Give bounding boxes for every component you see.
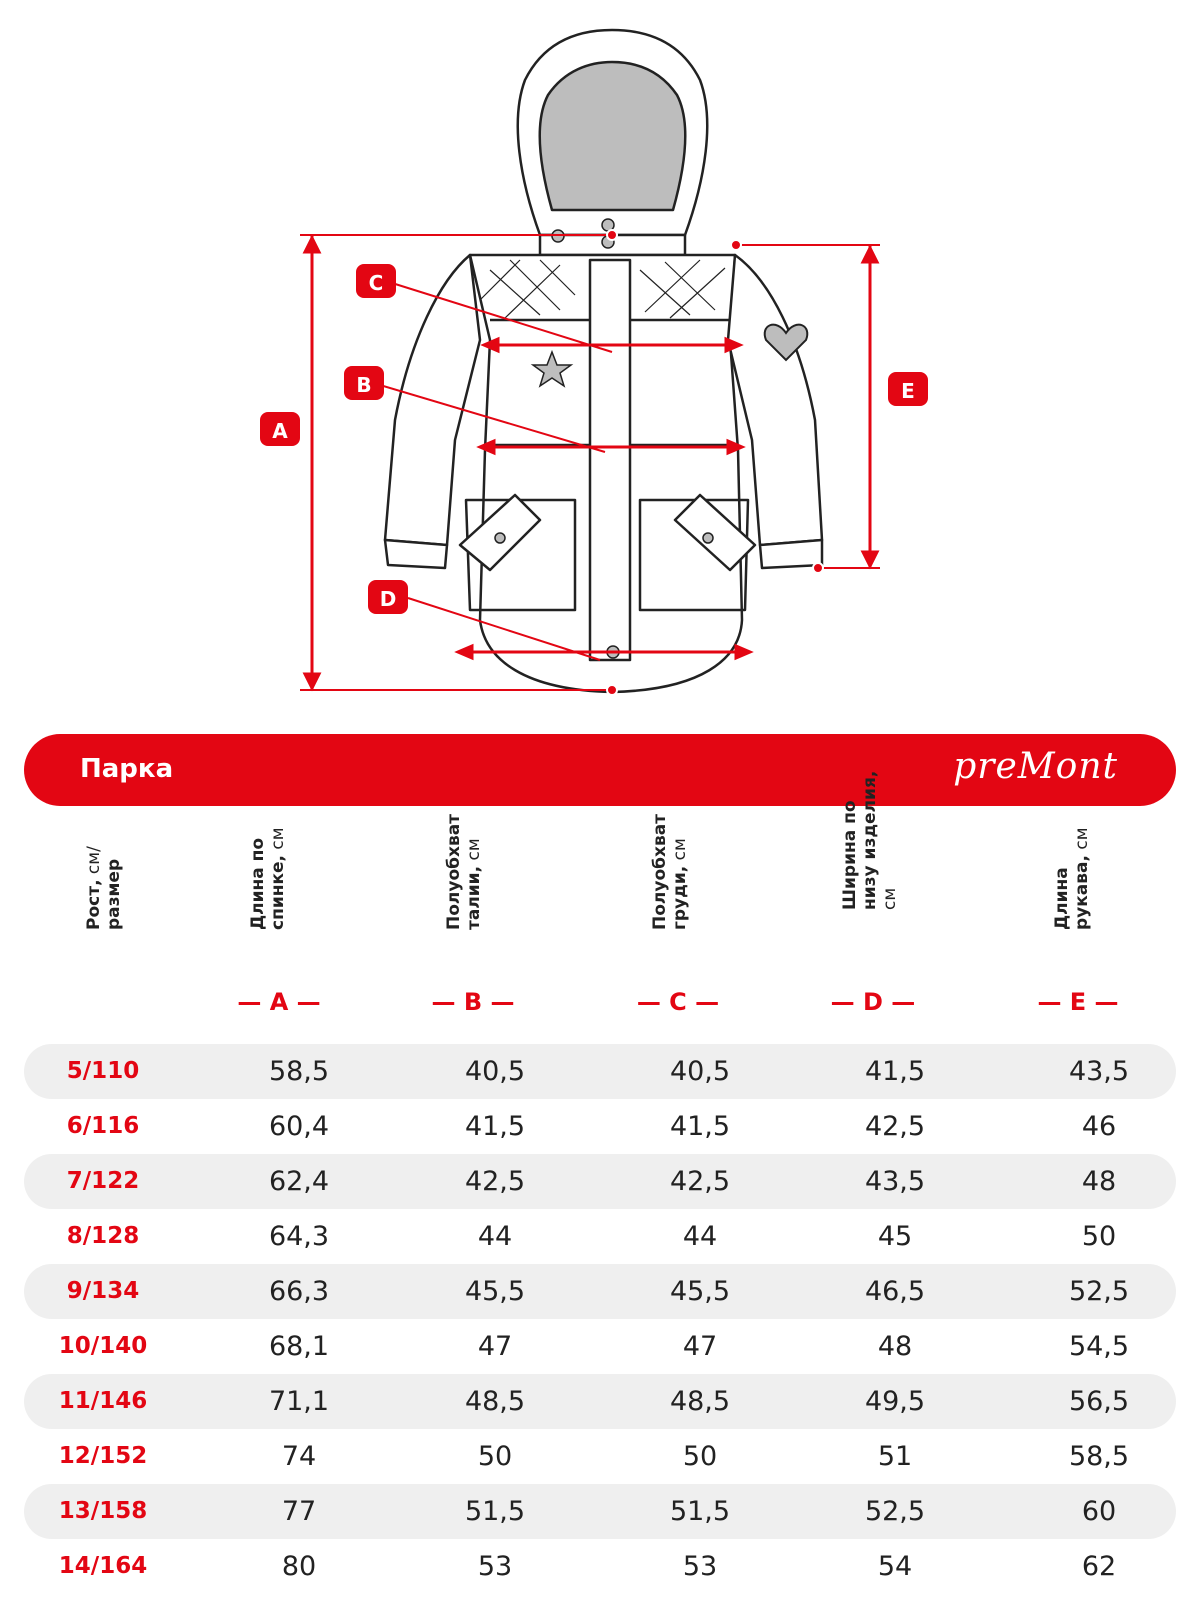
size-cell: 7/122: [66, 1168, 140, 1194]
table-row: [24, 1484, 1176, 1539]
column-header-waist: Полуобхват талии, см: [444, 813, 484, 930]
table-row: [24, 1319, 1176, 1374]
value-cell-b: 40,5: [464, 1056, 526, 1087]
value-cell-e: 46: [1081, 1111, 1117, 1142]
value-cell-e: 62: [1081, 1551, 1117, 1582]
value-cell-a: 77: [281, 1496, 317, 1527]
parka-diagram: [0, 0, 1200, 710]
value-cell-e: 60: [1081, 1496, 1117, 1527]
value-cell-c: 42,5: [669, 1166, 731, 1197]
badge-e-label: E: [901, 379, 915, 403]
value-cell-e: 56,5: [1068, 1386, 1130, 1417]
table-header: [0, 770, 1200, 970]
table-row: [24, 1154, 1176, 1209]
value-cell-a: 74: [281, 1441, 317, 1472]
value-cell-a: 68,1: [268, 1331, 330, 1362]
column-letter-b: — B —: [431, 988, 515, 1016]
size-cell: 10/140: [58, 1333, 148, 1359]
value-cell-a: 62,4: [268, 1166, 330, 1197]
size-cell: 6/116: [66, 1113, 140, 1139]
badge-b: [344, 366, 384, 400]
size-cell: 11/146: [58, 1388, 148, 1414]
value-cell-e: 48: [1081, 1166, 1117, 1197]
value-cell-d: 52,5: [864, 1496, 926, 1527]
value-cell-b: 50: [477, 1441, 513, 1472]
size-cell: 5/110: [66, 1058, 140, 1084]
table-row: [24, 1099, 1176, 1154]
value-cell-d: 42,5: [864, 1111, 926, 1142]
value-cell-d: 48: [877, 1331, 913, 1362]
size-cell: 9/134: [66, 1278, 140, 1304]
parka-outline: [385, 30, 822, 692]
value-cell-c: 53: [682, 1551, 718, 1582]
value-cell-d: 43,5: [864, 1166, 926, 1197]
value-cell-e: 43,5: [1068, 1056, 1130, 1087]
column-header-height: Рост, см/ размер: [84, 846, 124, 930]
value-cell-e: 52,5: [1068, 1276, 1130, 1307]
size-table: [24, 1044, 1176, 1594]
value-cell-a: 66,3: [268, 1276, 330, 1307]
badge-b-label: B: [356, 373, 372, 397]
column-header-chest: Полуобхват груди, см: [650, 813, 690, 930]
title-banner: [24, 734, 1176, 806]
badge-e: [888, 372, 928, 406]
column-header-hem-width: Ширина по низу изделия, см: [840, 770, 900, 910]
value-cell-d: 51: [877, 1441, 913, 1472]
value-cell-a: 80: [281, 1551, 317, 1582]
brand-logo: preMont: [953, 746, 1118, 787]
column-letter-e: — E —: [1037, 988, 1119, 1016]
value-cell-c: 47: [682, 1331, 718, 1362]
value-cell-e: 58,5: [1068, 1441, 1130, 1472]
value-cell-d: 41,5: [864, 1056, 926, 1087]
value-cell-d: 45: [877, 1221, 913, 1252]
badge-c: [356, 264, 396, 298]
table-row: [24, 1209, 1176, 1264]
value-cell-b: 42,5: [464, 1166, 526, 1197]
column-header-sleeve: Длина рукава, см: [1052, 827, 1092, 930]
table-row: [24, 1374, 1176, 1429]
size-cell: 12/152: [58, 1443, 148, 1469]
column-letter-a: — A —: [237, 988, 321, 1016]
table-row: [24, 1539, 1176, 1594]
value-cell-d: 46,5: [864, 1276, 926, 1307]
size-cell: 14/164: [58, 1553, 148, 1579]
badge-d: [368, 580, 408, 614]
table-row: [24, 1264, 1176, 1319]
value-cell-b: 47: [477, 1331, 513, 1362]
value-cell-a: 71,1: [268, 1386, 330, 1417]
value-cell-b: 53: [477, 1551, 513, 1582]
size-cell: 8/128: [66, 1223, 140, 1249]
value-cell-c: 45,5: [669, 1276, 731, 1307]
value-cell-a: 64,3: [268, 1221, 330, 1252]
value-cell-b: 41,5: [464, 1111, 526, 1142]
size-cell: 13/158: [58, 1498, 148, 1524]
badge-d-label: D: [379, 587, 397, 611]
badge-a: [260, 412, 300, 446]
value-cell-b: 48,5: [464, 1386, 526, 1417]
value-cell-a: 60,4: [268, 1111, 330, 1142]
value-cell-e: 54,5: [1068, 1331, 1130, 1362]
table-row: [24, 1044, 1176, 1099]
value-cell-c: 48,5: [669, 1386, 731, 1417]
badge-c-label: C: [368, 271, 384, 295]
column-letter-d: — D —: [830, 988, 916, 1016]
value-cell-c: 51,5: [669, 1496, 731, 1527]
badge-a-label: A: [272, 419, 288, 443]
value-cell-c: 41,5: [669, 1111, 731, 1142]
product-title: Парка: [80, 754, 174, 784]
value-cell-c: 50: [682, 1441, 718, 1472]
value-cell-b: 51,5: [464, 1496, 526, 1527]
value-cell-e: 50: [1081, 1221, 1117, 1252]
value-cell-b: 44: [477, 1221, 513, 1252]
value-cell-a: 58,5: [268, 1056, 330, 1087]
column-letter-c: — C —: [636, 988, 720, 1016]
value-cell-b: 45,5: [464, 1276, 526, 1307]
value-cell-c: 44: [682, 1221, 718, 1252]
value-cell-d: 49,5: [864, 1386, 926, 1417]
table-row: [24, 1429, 1176, 1484]
column-header-back-length: Длина по спинке, см: [248, 827, 288, 930]
value-cell-d: 54: [877, 1551, 913, 1582]
value-cell-c: 40,5: [669, 1056, 731, 1087]
